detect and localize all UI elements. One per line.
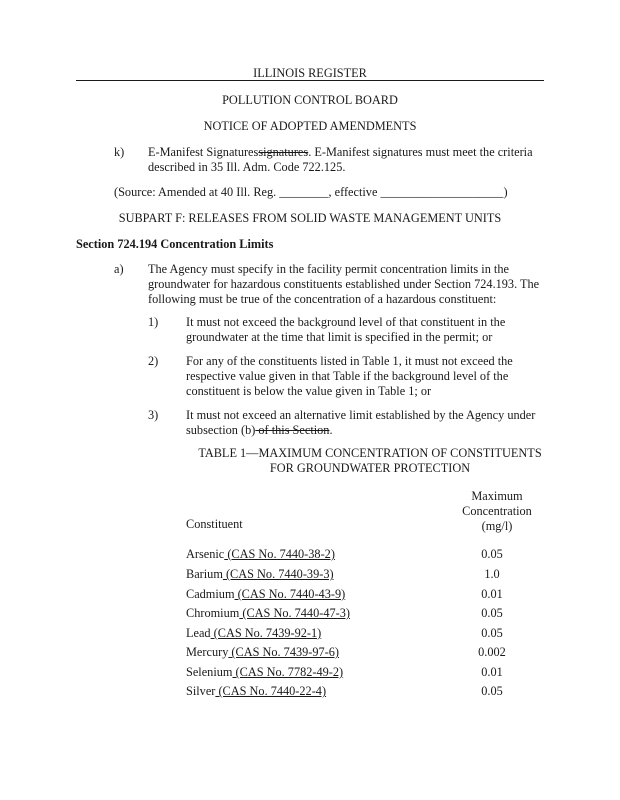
sub-item-line: For any of the constituents listed in Table 1, it must not exceed the	[186, 354, 513, 368]
item-k-label: k)	[114, 145, 125, 159]
item-a-label: a)	[114, 262, 124, 276]
constituent-cell	[186, 626, 321, 641]
item-k-line1-pre: E-Manifest Signatures	[148, 145, 259, 159]
sub-item-3-label: 3)	[148, 408, 159, 422]
table-title-line1: TABLE 1—MAXIMUM CONCENTRATION OF CONSTITUENTS	[198, 446, 542, 460]
constituent-cell	[186, 684, 326, 699]
sub-item-line: constituent is below the value given in Table 1; or	[186, 384, 432, 398]
sub-item-2-text	[186, 354, 513, 399]
table-title-line2: FOR GROUNDWATER PROTECTION	[269, 461, 471, 475]
table-row	[186, 645, 526, 660]
cas-number: (CAS No. 7439-92-1)	[210, 626, 322, 640]
table-row	[186, 587, 526, 602]
concentration-value: 0.002	[478, 645, 506, 659]
sub-item-line: It must not exceed the background level of that constituent in the	[186, 315, 506, 329]
constituent-cell	[186, 606, 350, 621]
cas-number: (CAS No. 7440-22-4)	[215, 684, 327, 698]
cas-number: (CAS No. 7440-38-2)	[224, 547, 335, 561]
sub-item-1-label: 1)	[148, 315, 159, 329]
constituent-name: Silver	[186, 684, 216, 698]
item-a-text	[148, 262, 539, 307]
concentration-value: 0.05	[481, 547, 503, 561]
header-rule	[76, 80, 544, 81]
item-k-struck-text: signatures	[258, 145, 309, 159]
column-header-constituent: Constituent	[186, 517, 243, 531]
column-header-max-line1: Maximum	[471, 489, 523, 503]
item-a-line: The Agency must specify in the facility permit concentration limits in the	[148, 262, 509, 276]
constituent-cell	[186, 587, 345, 602]
sub-item-3-pre: subsection (b)	[186, 423, 256, 437]
concentration-value: 0.05	[481, 684, 503, 698]
constituent-name: Arsenic	[186, 547, 225, 561]
item-a-line: following must be true of the concentration of a hazardous constituent:	[148, 292, 497, 306]
sub-item-line: It must not exceed an alternative limit established by the Agency under	[186, 408, 536, 422]
constituent-cell	[186, 645, 339, 660]
constituent-name: Chromium	[186, 606, 240, 620]
section-heading: Section 724.194 Concentration Limits	[76, 237, 274, 251]
table-row	[186, 684, 526, 699]
concentration-value: 0.05	[481, 606, 503, 620]
sub-item-3-post: .	[329, 423, 333, 437]
table-row	[186, 567, 526, 582]
source-note: (Source: Amended at 40 Ill. Reg. ________, effective ____________________)	[114, 185, 508, 199]
sub-item-line	[186, 423, 535, 438]
constituent-cell	[186, 665, 343, 680]
concentration-value: 0.05	[481, 626, 503, 640]
sub-item-3-struck-text: of this Section	[255, 423, 330, 437]
register-title: ILLINOIS REGISTER	[253, 66, 367, 80]
subpart-title: SUBPART F: RELEASES FROM SOLID WASTE MANAGEMENT UNITS	[118, 211, 502, 225]
item-k-line1	[148, 145, 533, 160]
concentration-value: 0.01	[481, 665, 503, 679]
table-row	[186, 665, 526, 680]
item-k-line1-post: . E-Manifest signatures must meet the criteria	[308, 145, 533, 159]
constituent-name: Lead	[186, 626, 211, 640]
table-row	[186, 606, 526, 621]
constituent-name: Cadmium	[186, 587, 235, 601]
cas-number: (CAS No. 7782-49-2)	[232, 665, 344, 679]
column-header-max	[438, 489, 556, 534]
column-header-max-line3: (mg/l)	[481, 519, 513, 533]
cas-number: (CAS No. 7440-39-3)	[222, 567, 334, 581]
constituent-cell	[186, 567, 334, 582]
board-title: POLLUTION CONTROL BOARD	[222, 93, 398, 107]
sub-item-2-label: 2)	[148, 354, 159, 368]
concentration-value: 0.01	[481, 587, 503, 601]
sub-item-line: groundwater at the time that limit is specified in the permit; or	[186, 330, 493, 344]
sub-item-line: respective value given in that Table if the background level of the	[186, 369, 509, 383]
sub-item-1-text	[186, 315, 505, 345]
concentration-value: 1.0	[484, 567, 500, 581]
constituent-cell	[186, 547, 335, 562]
item-a-line: groundwater for hazardous constituents established under Section 724.193. The	[148, 277, 540, 291]
constituent-name: Selenium	[186, 665, 233, 679]
table-row	[186, 626, 526, 641]
sub-item-3-text	[186, 408, 535, 438]
column-header-max-line2: Concentration	[462, 504, 532, 518]
cas-number: (CAS No. 7439-97-6)	[228, 645, 340, 659]
notice-title: NOTICE OF ADOPTED AMENDMENTS	[203, 119, 417, 133]
item-k-line2: described in 35 Ill. Adm. Code 722.125.	[148, 160, 346, 174]
cas-number: (CAS No. 7440-47-3)	[239, 606, 350, 620]
cas-number: (CAS No. 7440-43-9)	[234, 587, 346, 601]
table-row	[186, 547, 526, 562]
constituent-name: Barium	[186, 567, 223, 581]
item-k-text	[148, 145, 533, 175]
constituent-name: Mercury	[186, 645, 229, 659]
